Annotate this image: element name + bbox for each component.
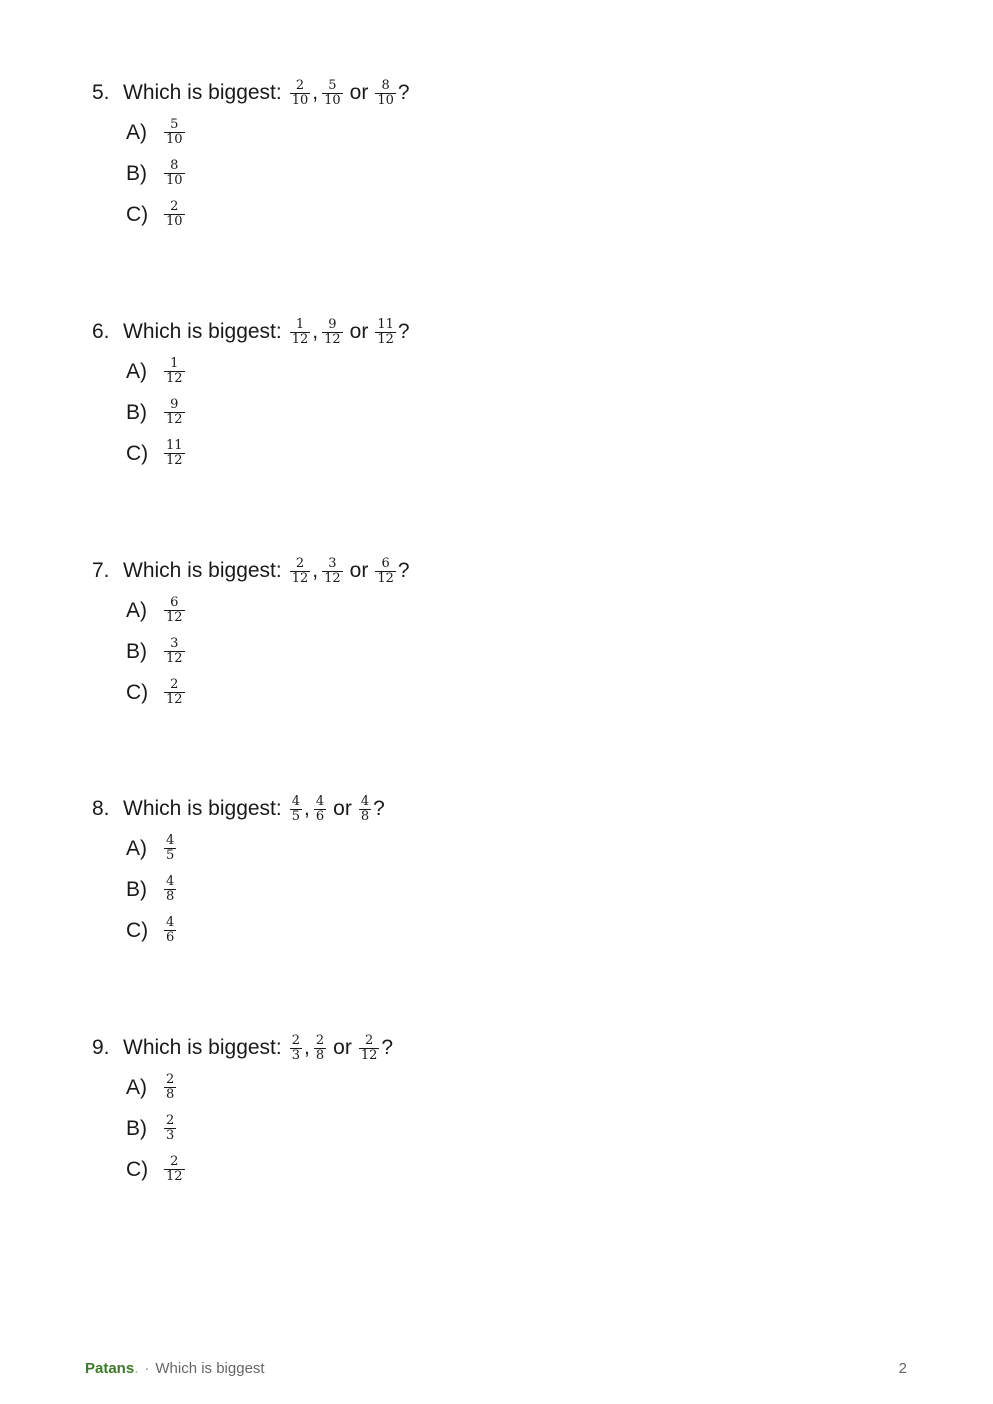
fraction-numerator: 5 <box>170 117 179 132</box>
fraction-numerator: 2 <box>364 1032 374 1048</box>
question-mark: ? <box>381 1036 394 1059</box>
or-connector: or <box>349 81 369 104</box>
fraction-denominator: 8 <box>166 889 175 904</box>
fraction <box>290 79 311 108</box>
fraction-numerator: 6 <box>381 555 390 571</box>
fraction-denominator: 12 <box>166 651 183 666</box>
option-label: C) <box>126 918 149 942</box>
fraction <box>290 795 302 824</box>
fraction-denominator: 12 <box>377 331 394 347</box>
fraction-denominator: 12 <box>291 570 309 586</box>
question-prompt: Which is biggest: <box>123 797 282 820</box>
fraction-denominator: 6 <box>166 930 175 945</box>
question-prompt-line <box>92 794 385 824</box>
option-label: B) <box>126 639 147 663</box>
option-label: C) <box>126 202 149 226</box>
fraction-numerator: 2 <box>170 199 179 214</box>
answer-option[interactable] <box>126 1108 393 1149</box>
fraction-denominator: 10 <box>166 214 183 229</box>
fraction-denominator: 12 <box>166 453 183 468</box>
comma-separator: , <box>304 797 310 820</box>
question-prompt: Which is biggest: <box>123 559 282 582</box>
fraction-numerator: 4 <box>291 793 301 809</box>
fraction-denominator: 12 <box>324 331 341 347</box>
fraction <box>375 318 396 347</box>
fraction-denominator: 12 <box>377 570 394 586</box>
fraction-numerator: 2 <box>170 1154 179 1169</box>
or-connector: or <box>349 320 369 343</box>
question-block <box>92 794 385 951</box>
option-label: B) <box>126 877 147 901</box>
fraction-numerator: 4 <box>360 793 370 809</box>
option-label: A) <box>126 1075 147 1099</box>
page-footer <box>85 1360 907 1377</box>
fraction <box>322 79 343 108</box>
fraction <box>164 159 185 188</box>
fraction-denominator: 10 <box>291 92 309 108</box>
answer-options <box>126 1067 393 1190</box>
fraction-numerator: 3 <box>328 555 337 571</box>
fraction-numerator: 4 <box>166 915 175 930</box>
question-block <box>92 317 410 474</box>
fraction <box>164 637 185 666</box>
fraction <box>314 1034 326 1063</box>
question-prompt: Which is biggest: <box>123 1036 282 1059</box>
fraction-numerator: 9 <box>170 397 179 412</box>
answer-options <box>126 828 385 951</box>
question-number: 9. <box>92 1036 110 1059</box>
question-number: 7. <box>92 559 110 582</box>
fraction-denominator: 8 <box>166 1087 175 1102</box>
fraction-denominator: 12 <box>291 331 309 347</box>
fraction <box>322 557 343 586</box>
question-block <box>92 78 410 235</box>
fraction <box>164 439 185 468</box>
fraction-denominator: 10 <box>166 132 183 147</box>
answer-option[interactable] <box>126 1067 393 1108</box>
fraction-numerator: 4 <box>166 833 175 848</box>
or-connector: or <box>333 1036 352 1059</box>
answer-options <box>126 590 410 713</box>
fraction <box>164 200 185 229</box>
fraction-numerator: 2 <box>170 677 179 692</box>
fraction-denominator: 5 <box>166 848 175 863</box>
fraction-numerator: 2 <box>295 555 305 571</box>
question-number: 8. <box>92 797 110 820</box>
fraction-denominator: 3 <box>291 1047 301 1063</box>
fraction-numerator: 2 <box>166 1072 175 1087</box>
option-label: A) <box>126 120 147 144</box>
answer-option[interactable] <box>126 590 410 631</box>
option-label: C) <box>126 680 149 704</box>
brand-dot: . <box>134 1360 139 1377</box>
or-connector: or <box>349 559 369 582</box>
or-connector: or <box>333 797 352 820</box>
answer-option[interactable] <box>126 392 410 433</box>
fraction <box>290 318 311 347</box>
fraction-numerator: 1 <box>295 316 305 332</box>
fraction-denominator: 5 <box>291 808 301 824</box>
footer-left <box>85 1360 265 1377</box>
fraction-denominator: 10 <box>324 92 341 108</box>
option-label: A) <box>126 359 147 383</box>
fraction-numerator: 11 <box>166 438 183 453</box>
answer-option[interactable] <box>126 869 385 910</box>
question-block <box>92 556 410 713</box>
fraction-numerator: 2 <box>315 1032 325 1048</box>
answer-option[interactable] <box>126 910 385 951</box>
answer-option[interactable] <box>126 631 410 672</box>
fraction <box>164 834 176 863</box>
comma-separator: , <box>312 320 319 343</box>
fraction-denominator: 12 <box>166 692 183 707</box>
brand-logo: Patans <box>85 1360 135 1377</box>
option-label: A) <box>126 836 147 860</box>
fraction-denominator: 12 <box>166 1169 183 1184</box>
footer-title: Which is biggest <box>155 1360 265 1377</box>
fraction <box>164 1114 176 1143</box>
fraction-denominator: 8 <box>315 1047 325 1063</box>
answer-options <box>126 112 410 235</box>
fraction-denominator: 6 <box>315 808 325 824</box>
question-block <box>92 1033 393 1190</box>
question-prompt-line <box>92 1033 393 1063</box>
option-label: C) <box>126 1157 149 1181</box>
fraction <box>359 795 371 824</box>
fraction-numerator: 11 <box>377 316 394 332</box>
fraction <box>290 557 311 586</box>
question-number: 5. <box>92 81 110 104</box>
fraction <box>375 557 396 586</box>
option-label: B) <box>126 400 147 424</box>
fraction <box>164 357 185 386</box>
fraction <box>375 79 396 108</box>
answer-options <box>126 351 410 474</box>
answer-option[interactable] <box>126 433 410 474</box>
page-number: 2 <box>898 1360 907 1377</box>
fraction-numerator: 2 <box>295 77 305 93</box>
question-prompt-line <box>92 78 410 108</box>
fraction-denominator: 12 <box>166 412 183 427</box>
answer-option[interactable] <box>126 828 385 869</box>
fraction-denominator: 12 <box>324 570 341 586</box>
fraction <box>164 916 176 945</box>
fraction-denominator: 10 <box>166 173 183 188</box>
comma-separator: , <box>312 81 319 104</box>
question-mark: ? <box>397 81 410 104</box>
option-label: A) <box>126 598 147 622</box>
fraction-numerator: 4 <box>315 793 325 809</box>
fraction-numerator: 5 <box>328 77 337 93</box>
comma-separator: , <box>304 1036 310 1059</box>
question-prompt-line <box>92 556 410 586</box>
fraction-numerator: 4 <box>166 874 175 889</box>
fraction-numerator: 9 <box>328 316 337 332</box>
question-mark: ? <box>397 559 410 582</box>
question-prompt: Which is biggest: <box>123 81 282 104</box>
fraction-numerator: 2 <box>166 1113 175 1128</box>
fraction-denominator: 12 <box>166 371 183 386</box>
fraction-denominator: 3 <box>166 1128 175 1143</box>
fraction-numerator: 2 <box>291 1032 301 1048</box>
fraction <box>164 1155 185 1184</box>
answer-option[interactable] <box>126 194 410 235</box>
fraction-denominator: 8 <box>360 808 370 824</box>
answer-option[interactable] <box>126 351 410 392</box>
fraction-denominator: 12 <box>360 1047 378 1063</box>
footer-separator: · <box>144 1360 150 1377</box>
fraction-denominator: 10 <box>377 92 394 108</box>
fraction <box>164 118 185 147</box>
fraction <box>290 1034 302 1063</box>
fraction <box>314 795 326 824</box>
fraction-numerator: 3 <box>170 636 179 651</box>
question-number: 6. <box>92 320 110 343</box>
question-prompt: Which is biggest: <box>123 320 282 343</box>
option-label: B) <box>126 1116 147 1140</box>
answer-option[interactable] <box>126 1149 393 1190</box>
fraction <box>322 318 343 347</box>
fraction-numerator: 6 <box>170 595 179 610</box>
fraction <box>164 875 176 904</box>
comma-separator: , <box>312 559 319 582</box>
question-prompt-line <box>92 317 410 347</box>
fraction <box>164 1073 176 1102</box>
fraction-numerator: 8 <box>170 158 179 173</box>
fraction <box>164 678 185 707</box>
option-label: C) <box>126 441 149 465</box>
fraction <box>164 398 185 427</box>
question-mark: ? <box>397 320 410 343</box>
answer-option[interactable] <box>126 112 410 153</box>
option-label: B) <box>126 161 147 185</box>
question-mark: ? <box>373 797 385 820</box>
fraction <box>164 596 185 625</box>
answer-option[interactable] <box>126 672 410 713</box>
fraction-denominator: 12 <box>166 610 183 625</box>
fraction <box>359 1034 380 1063</box>
answer-option[interactable] <box>126 153 410 194</box>
fraction-numerator: 1 <box>170 356 179 371</box>
fraction-numerator: 8 <box>381 77 390 93</box>
